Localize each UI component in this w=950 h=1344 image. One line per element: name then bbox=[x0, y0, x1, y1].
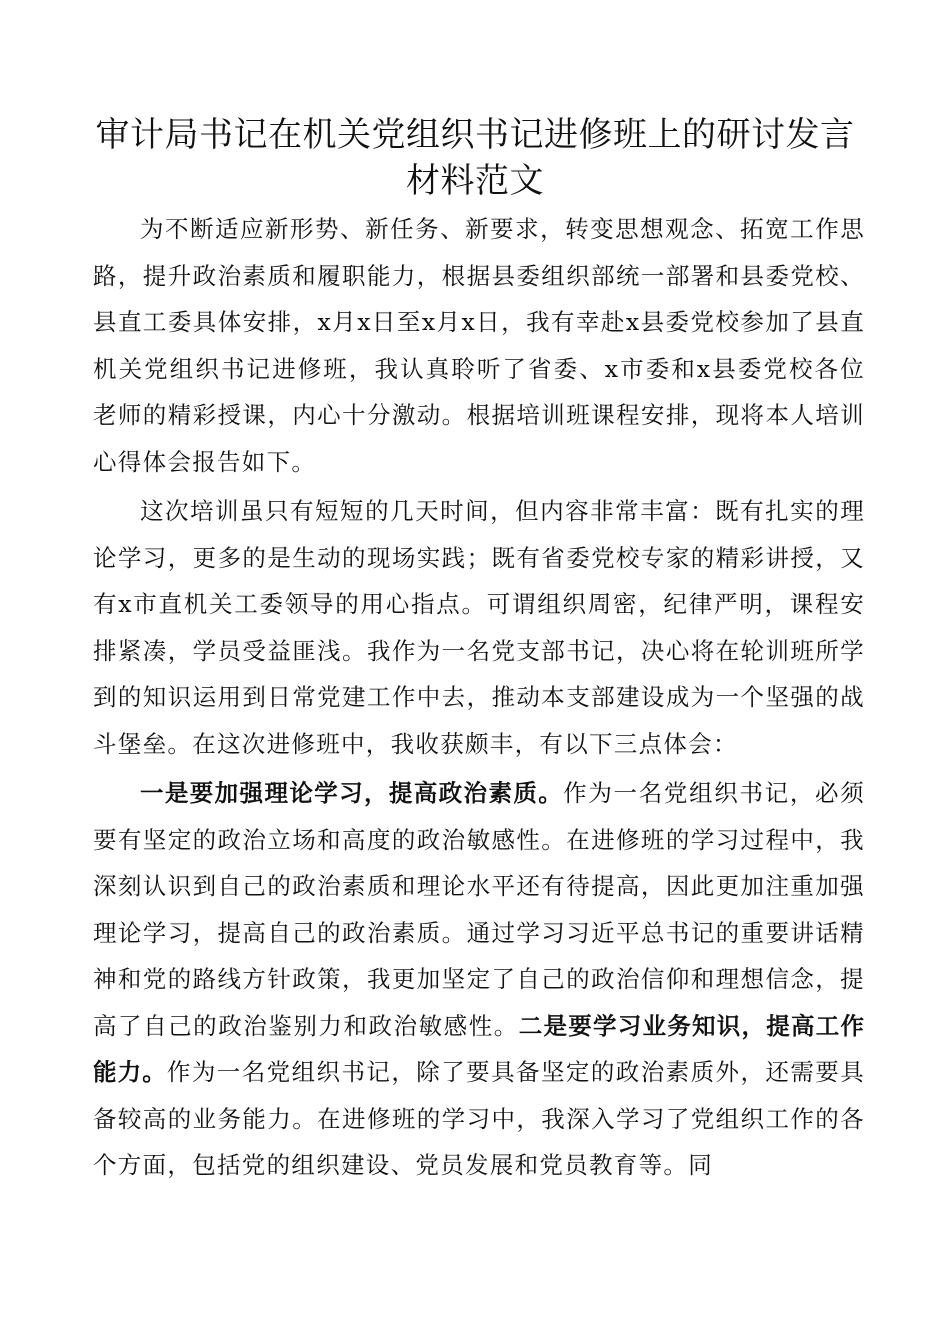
point-two-text: 作为一名党组织书记，除了要具备坚定的政治素质外，还需要具备较高的业务能力。在进修班的学习中，我深入学习了党组织工作的各个方面，包括党的组织建设、党员发展和党员教育等。同 bbox=[93, 1058, 866, 1179]
point-one-text: 作为一名党组织书记，必须要有坚定的政治立场和高度的政治敏感性。在进修班的学习过程中，我深刻认识到自己的政治素质和理论水平还有待提高，因此更加注重加强理论学习，提高自己的政治素质。通过学习习近平总书记的重要讲话精神和党的路线方针政策，我更加坚定了自己的政治信仰和理想信念，提高了自己的政治鉴别力和政治敏感性。 bbox=[93, 779, 866, 1040]
point-one-heading: 一是要加强理论学习，提高政治素质。 bbox=[140, 779, 564, 807]
document-title: 审计局书记在机关党组织书记进修班上的研讨发言材料范文 bbox=[95, 115, 855, 201]
document-body bbox=[93, 206, 865, 1189]
paragraph-intro: 为不断适应新形势、新任务、新要求，转变思想观念、拓宽工作思路，提升政治素质和履职能力，根据县委组织部统一部署和县委党校、县直工委具体安排，x月x日至x月x日，我有幸赴x县委党校参加了县直机关党组织书记进修班，我认真聆听了省委、x市委和x县委党校各位老师的精彩授课，内心十分激动。根据培训班课程安排，现将本人培训心得体会报告如下。 bbox=[93, 215, 865, 476]
paragraph-training-overview: 这次培训虽只有短短的几天时间，但内容非常丰富：既有扎实的理论学习，更多的是生动的现场实践；既有省委党校专家的精彩讲授，又有x市直机关工委领导的用心指点。可谓组织周密，纪律严明，课程安排紧凑，学员受益匪浅。我作为一名党支部书记，决心将在轮训班所学到的知识运用到日常党建工作中去，推动本支部建设成为一个坚强的战斗堡垒。在这次进修班中，我收获颇丰，有以下三点体会： bbox=[93, 497, 865, 758]
point-two-heading: 二是要学习业务知识，提高工作能力。 bbox=[93, 1011, 865, 1086]
paragraph-experiences bbox=[93, 770, 865, 1189]
